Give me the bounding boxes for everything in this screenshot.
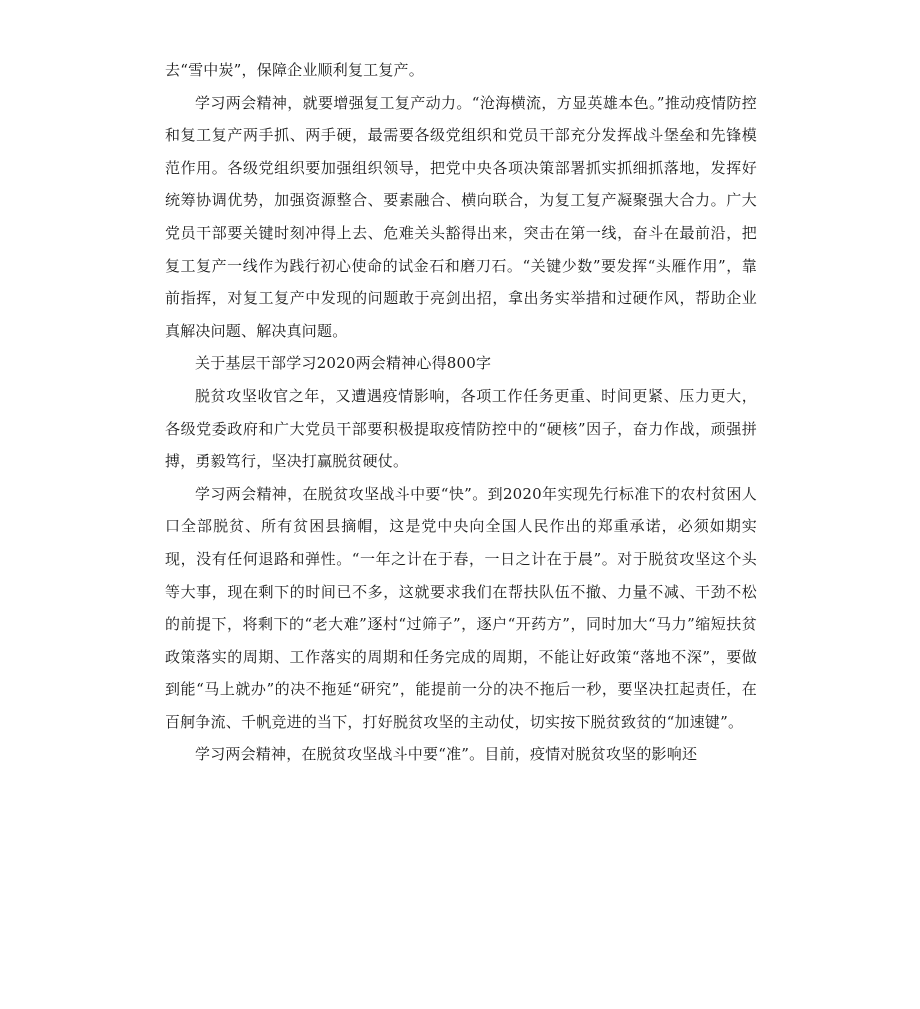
paragraph-poverty-intro: 脱贫攻坚收官之年，又遭遇疫情影响，各项工作任务更重、时间更紧、压力更大，各级党委政府和广大党员干部要积极提取疫情防控中的“硬核”因子，奋力作战，顽强拼搏，勇毅笃行，坚决打赢脱贫硬仗。 [165, 386, 757, 471]
paragraph-resume-work: 学习两会精神，就要增强复工复产动力。“沧海横流，方显英雄本色。”推动疫情防控和复工复产两手抓、两手硬，最需要各级党组织和党员干部充分发挥战斗堡垒和先锋模范作用。各级党组织要加强组织领导，把党中央各项决策部署抓实抓细抓落地，发挥好统筹协调优势，加强资源整合、要素融合、横向联合，为复工复产凝聚强大合力。广大党员干部要关键时刻冲得上去、危难关头豁得出来，突击在第一线，奋斗在最前沿，把复工复产一线作为践行初心使命的试金石和磨刀石。“关键少数”要发挥“头雁作用”，靠前指挥，对复工复产中发现的问题敢于亮剑出招，拿出务实举措和过硬作风，帮助企业真解决问题、解决真问题。 [165, 93, 757, 340]
paragraph-fast: 学习两会精神，在脱贫攻坚战斗中要“快”。到2020年实现先行标准下的农村贫困人口全部脱贫、所有贫困县摘帽，这是党中央向全国人民作出的郑重承诺，必须如期实现，没有任何退路和弹性。“一年之计在于春，一日之计在于晨”。对于脱贫攻坚这个头等大事，现在剩下的时间已不多，这就要求我们在帮扶队伍不撤、力量不减、干劲不松的前提下，将剩下的“老大难”逐村“过筛子”，逐户“开药方”，同时加大“马力”缩短扶贫政策落实的周期、工作落实的周期和任务完成的周期，不能让好政策“落地不深”，要做到能“马上就办”的决不拖延“研究”，能提前一分的决不拖后一秒，要坚决扛起责任，在百舸争流、千帆竞进的当下，打好脱贫攻坚的主动仗，切实按下脱贫致贫的“加速键”。 [165, 484, 757, 731]
paragraph-continuation: 去“雪中炭”，保障企业顺利复工复产。 [165, 61, 424, 79]
document-page [165, 54, 757, 771]
section-heading: 关于基层干部学习2020两会精神心得800字 [195, 354, 492, 373]
paragraph-accurate: 学习两会精神，在脱贫攻坚战斗中要“准”。目前，疫情对脱贫攻坚的影响还 [195, 745, 698, 764]
